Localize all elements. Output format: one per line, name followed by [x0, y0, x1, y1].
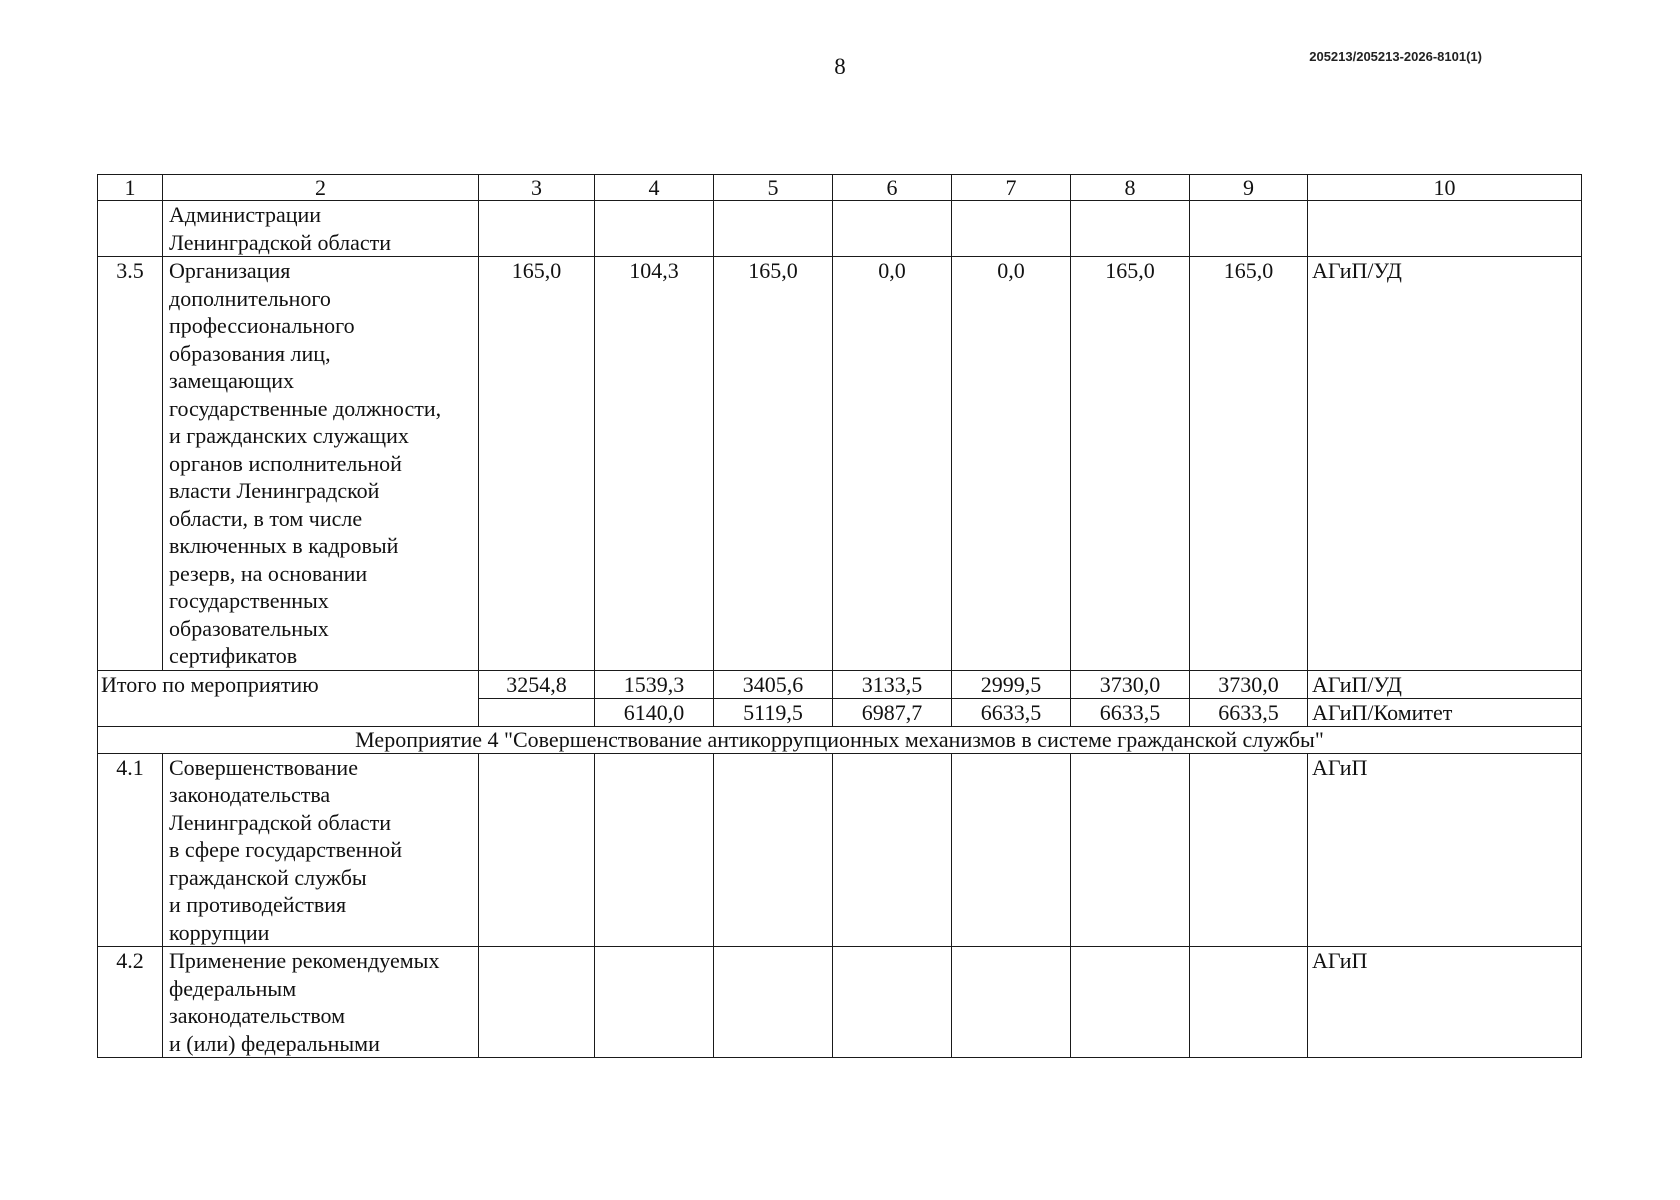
value-cell-col3	[479, 947, 595, 1058]
totals-row	[98, 670, 1582, 698]
header-cell-10: 10	[1308, 175, 1582, 201]
value-cell-col3	[479, 753, 595, 947]
value-cell-col4	[595, 947, 714, 1058]
value-cell-col3: 165,0	[479, 257, 595, 671]
value-cell-col9	[1190, 753, 1308, 947]
totals-value-col3: 3254,8	[479, 670, 595, 698]
value-cell-col4: 104,3	[595, 257, 714, 671]
budget-table	[97, 174, 1582, 1058]
value-cell-col6	[833, 947, 952, 1058]
page-number: 8	[834, 54, 846, 79]
value-cell-col4	[595, 753, 714, 947]
value-cell-col6	[833, 753, 952, 947]
totals-executor: АГиП/УД	[1308, 670, 1582, 698]
totals-value-col7: 6633,5	[952, 698, 1071, 726]
value-cell-col8	[1071, 753, 1190, 947]
header-cell-2: 2	[163, 175, 479, 201]
row-name: Администрации Ленинградской области	[163, 201, 479, 257]
header-cell-8: 8	[1071, 175, 1190, 201]
table-row	[98, 201, 1582, 257]
totals-value-col3	[479, 698, 595, 726]
row-number: 4.2	[98, 947, 163, 1058]
value-cell-col4	[595, 201, 714, 257]
value-cell-col6: 0,0	[833, 257, 952, 671]
section-row	[98, 726, 1582, 753]
value-cell-col5	[714, 947, 833, 1058]
header-cell-1: 1	[98, 175, 163, 201]
executor-cell: АГиП	[1308, 753, 1582, 947]
row-name: Совершенствование законодательства Ленинградской области в сфере государственной гражданской службы и противодействия коррупции	[163, 753, 479, 947]
totals-value-col8: 3730,0	[1071, 670, 1190, 698]
value-cell-col5	[714, 753, 833, 947]
totals-value-col7: 2999,5	[952, 670, 1071, 698]
totals-value-col9: 6633,5	[1190, 698, 1308, 726]
header-cell-4: 4	[595, 175, 714, 201]
header-cell-5: 5	[714, 175, 833, 201]
totals-label: Итого по мероприятию	[98, 670, 479, 726]
header-cell-7: 7	[952, 175, 1071, 201]
totals-executor: АГиП/Комитет	[1308, 698, 1582, 726]
value-cell-col8	[1071, 947, 1190, 1058]
document-id: 205213/205213-2026-8101(1)	[1309, 49, 1482, 64]
row-name: Организация дополнительного профессионального образования лиц, замещающих государственные должности, и гражданских служащих органов исполнительной власти Ленинградской области, в том числе включенных в кадровый резерв, на основании государственных образовательных сертификатов	[163, 257, 479, 671]
section-title: Мероприятие 4 "Совершенствование антикоррупционных механизмов в системе гражданской службы"	[98, 726, 1582, 753]
totals-value-col8: 6633,5	[1071, 698, 1190, 726]
table-row	[98, 753, 1582, 947]
value-cell-col8	[1071, 201, 1190, 257]
table-row	[98, 257, 1582, 671]
totals-value-col9: 3730,0	[1190, 670, 1308, 698]
totals-value-col6: 6987,7	[833, 698, 952, 726]
header-cell-6: 6	[833, 175, 952, 201]
value-cell-col7	[952, 947, 1071, 1058]
header-cell-9: 9	[1190, 175, 1308, 201]
totals-value-col4: 6140,0	[595, 698, 714, 726]
value-cell-col3	[479, 201, 595, 257]
totals-value-col5: 3405,6	[714, 670, 833, 698]
value-cell-col5	[714, 201, 833, 257]
totals-value-col4: 1539,3	[595, 670, 714, 698]
row-number: 3.5	[98, 257, 163, 671]
table-header-row	[98, 175, 1582, 201]
value-cell-col9	[1190, 201, 1308, 257]
value-cell-col7: 0,0	[952, 257, 1071, 671]
executor-cell: АГиП/УД	[1308, 257, 1582, 671]
totals-value-col6: 3133,5	[833, 670, 952, 698]
header-cell-3: 3	[479, 175, 595, 201]
row-number: 4.1	[98, 753, 163, 947]
table-row	[98, 947, 1582, 1058]
value-cell-col6	[833, 201, 952, 257]
value-cell-col7	[952, 753, 1071, 947]
row-name: Применение рекомендуемых федеральным законодательством и (или) федеральными	[163, 947, 479, 1058]
value-cell-col9: 165,0	[1190, 257, 1308, 671]
value-cell-col9	[1190, 947, 1308, 1058]
executor-cell	[1308, 201, 1582, 257]
row-number	[98, 201, 163, 257]
totals-value-col5: 5119,5	[714, 698, 833, 726]
value-cell-col5: 165,0	[714, 257, 833, 671]
value-cell-col8: 165,0	[1071, 257, 1190, 671]
executor-cell: АГиП	[1308, 947, 1582, 1058]
value-cell-col7	[952, 201, 1071, 257]
